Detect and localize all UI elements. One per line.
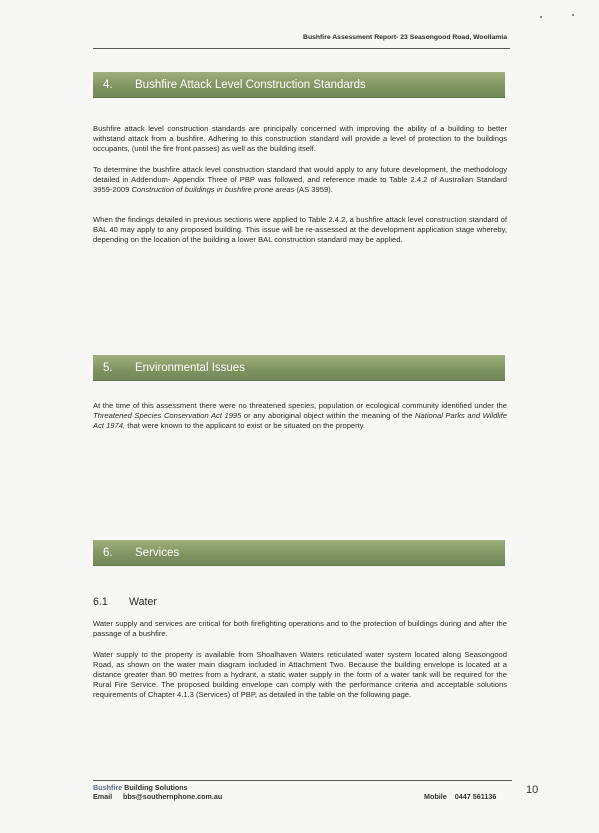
section-4-banner — [93, 72, 505, 97]
section-5-number: 5. — [103, 361, 113, 374]
footer-email — [93, 792, 222, 801]
section-5-title: Environmental Issues — [135, 361, 245, 374]
section-6-number: 6. — [103, 546, 113, 559]
section-6-paragraph-1: Water supply and services are critical for both firefighting operations and to the protection of buildings during and after the passage of a bushfire. — [93, 619, 507, 638]
page-number: 10 — [526, 784, 539, 796]
footer-mobile-label: Mobile — [424, 792, 447, 801]
section-4-number: 4. — [103, 78, 113, 91]
footer-mobile-value: 0447 561136 — [454, 792, 497, 801]
footer-email-value: bbs@southernphone.com.au — [123, 792, 223, 801]
section-4-title: Bushfire Attack Level Construction Standards — [135, 78, 366, 91]
footer-rule — [93, 780, 512, 781]
subsection-6-1-heading — [93, 596, 157, 608]
section-4-paragraph-2: To determine the bushfire attack level construction standard that would apply to any future development, the methodology detailed in Addendum- Appendix Three of PBP was followed, and reference made to Table 2.4.2 of Australian Standard 3959-2009 Construction of buildings in bushfire prone areas (AS 3959). — [93, 165, 507, 194]
subsection-6-1-title: Water — [129, 596, 157, 608]
section-6-paragraph-2: Water supply to the property is available from Shoalhaven Waters reticulated water system located along Seasongood Road, as shown on the water main diagram included in Attachment Two. Because the building envelope is located at a distance greater than 90 metres from a hydrant, a static water supply in the form of a water tank will be required for the Rural Fire Service. The proposed building envelope can comply with the performance criteria and acceptable solutions requirements of Chapter 4.1.3 (Services) of PBP, as detailed in the table on the following page. — [93, 650, 507, 699]
section-4-paragraph-3: When the findings detailed in previous sections were applied to Table 2.4.2, a bushfire attack level construction standard of BAL 40 may apply to any proposed building. This issue will be re-assessed at the development application stage whereby, depending on the location of the building a lower BAL construction standard may be applied. — [93, 215, 507, 244]
footer-contact — [93, 783, 222, 801]
section-5-paragraph-1: At the time of this assessment there were no threatened species, population or ecological community identified under the Threatened Species Conservation Act 1995 or any aboriginal object within the meaning of the National Parks and Wildlife Act 1974, that were known to the applicant to exist or be situated on the property. — [93, 401, 507, 430]
scan-speck — [540, 16, 542, 18]
section-6-banner — [93, 540, 505, 565]
footer-email-label: Email — [93, 792, 113, 801]
subsection-6-1-number: 6.1 — [93, 596, 108, 608]
section-6-title: Services — [135, 546, 180, 559]
scan-speck — [572, 14, 574, 16]
section-5-banner — [93, 355, 505, 380]
section-4-paragraph-1: Bushfire attack level construction standards are principally concerned with improving the ability of a building to better withstand attack from a bushfire. Adhering to this construction standard will provide a level of protection to the buildings occupants, (until the fire front passes) as well as the building itself. — [93, 124, 507, 153]
footer-company: Bushfire Building Solutions — [93, 783, 188, 792]
running-header: Bushfire Assessment Report- 23 Seasongood Road, Woollamia — [303, 34, 507, 41]
footer-mobile — [424, 792, 496, 801]
header-rule — [93, 48, 510, 49]
